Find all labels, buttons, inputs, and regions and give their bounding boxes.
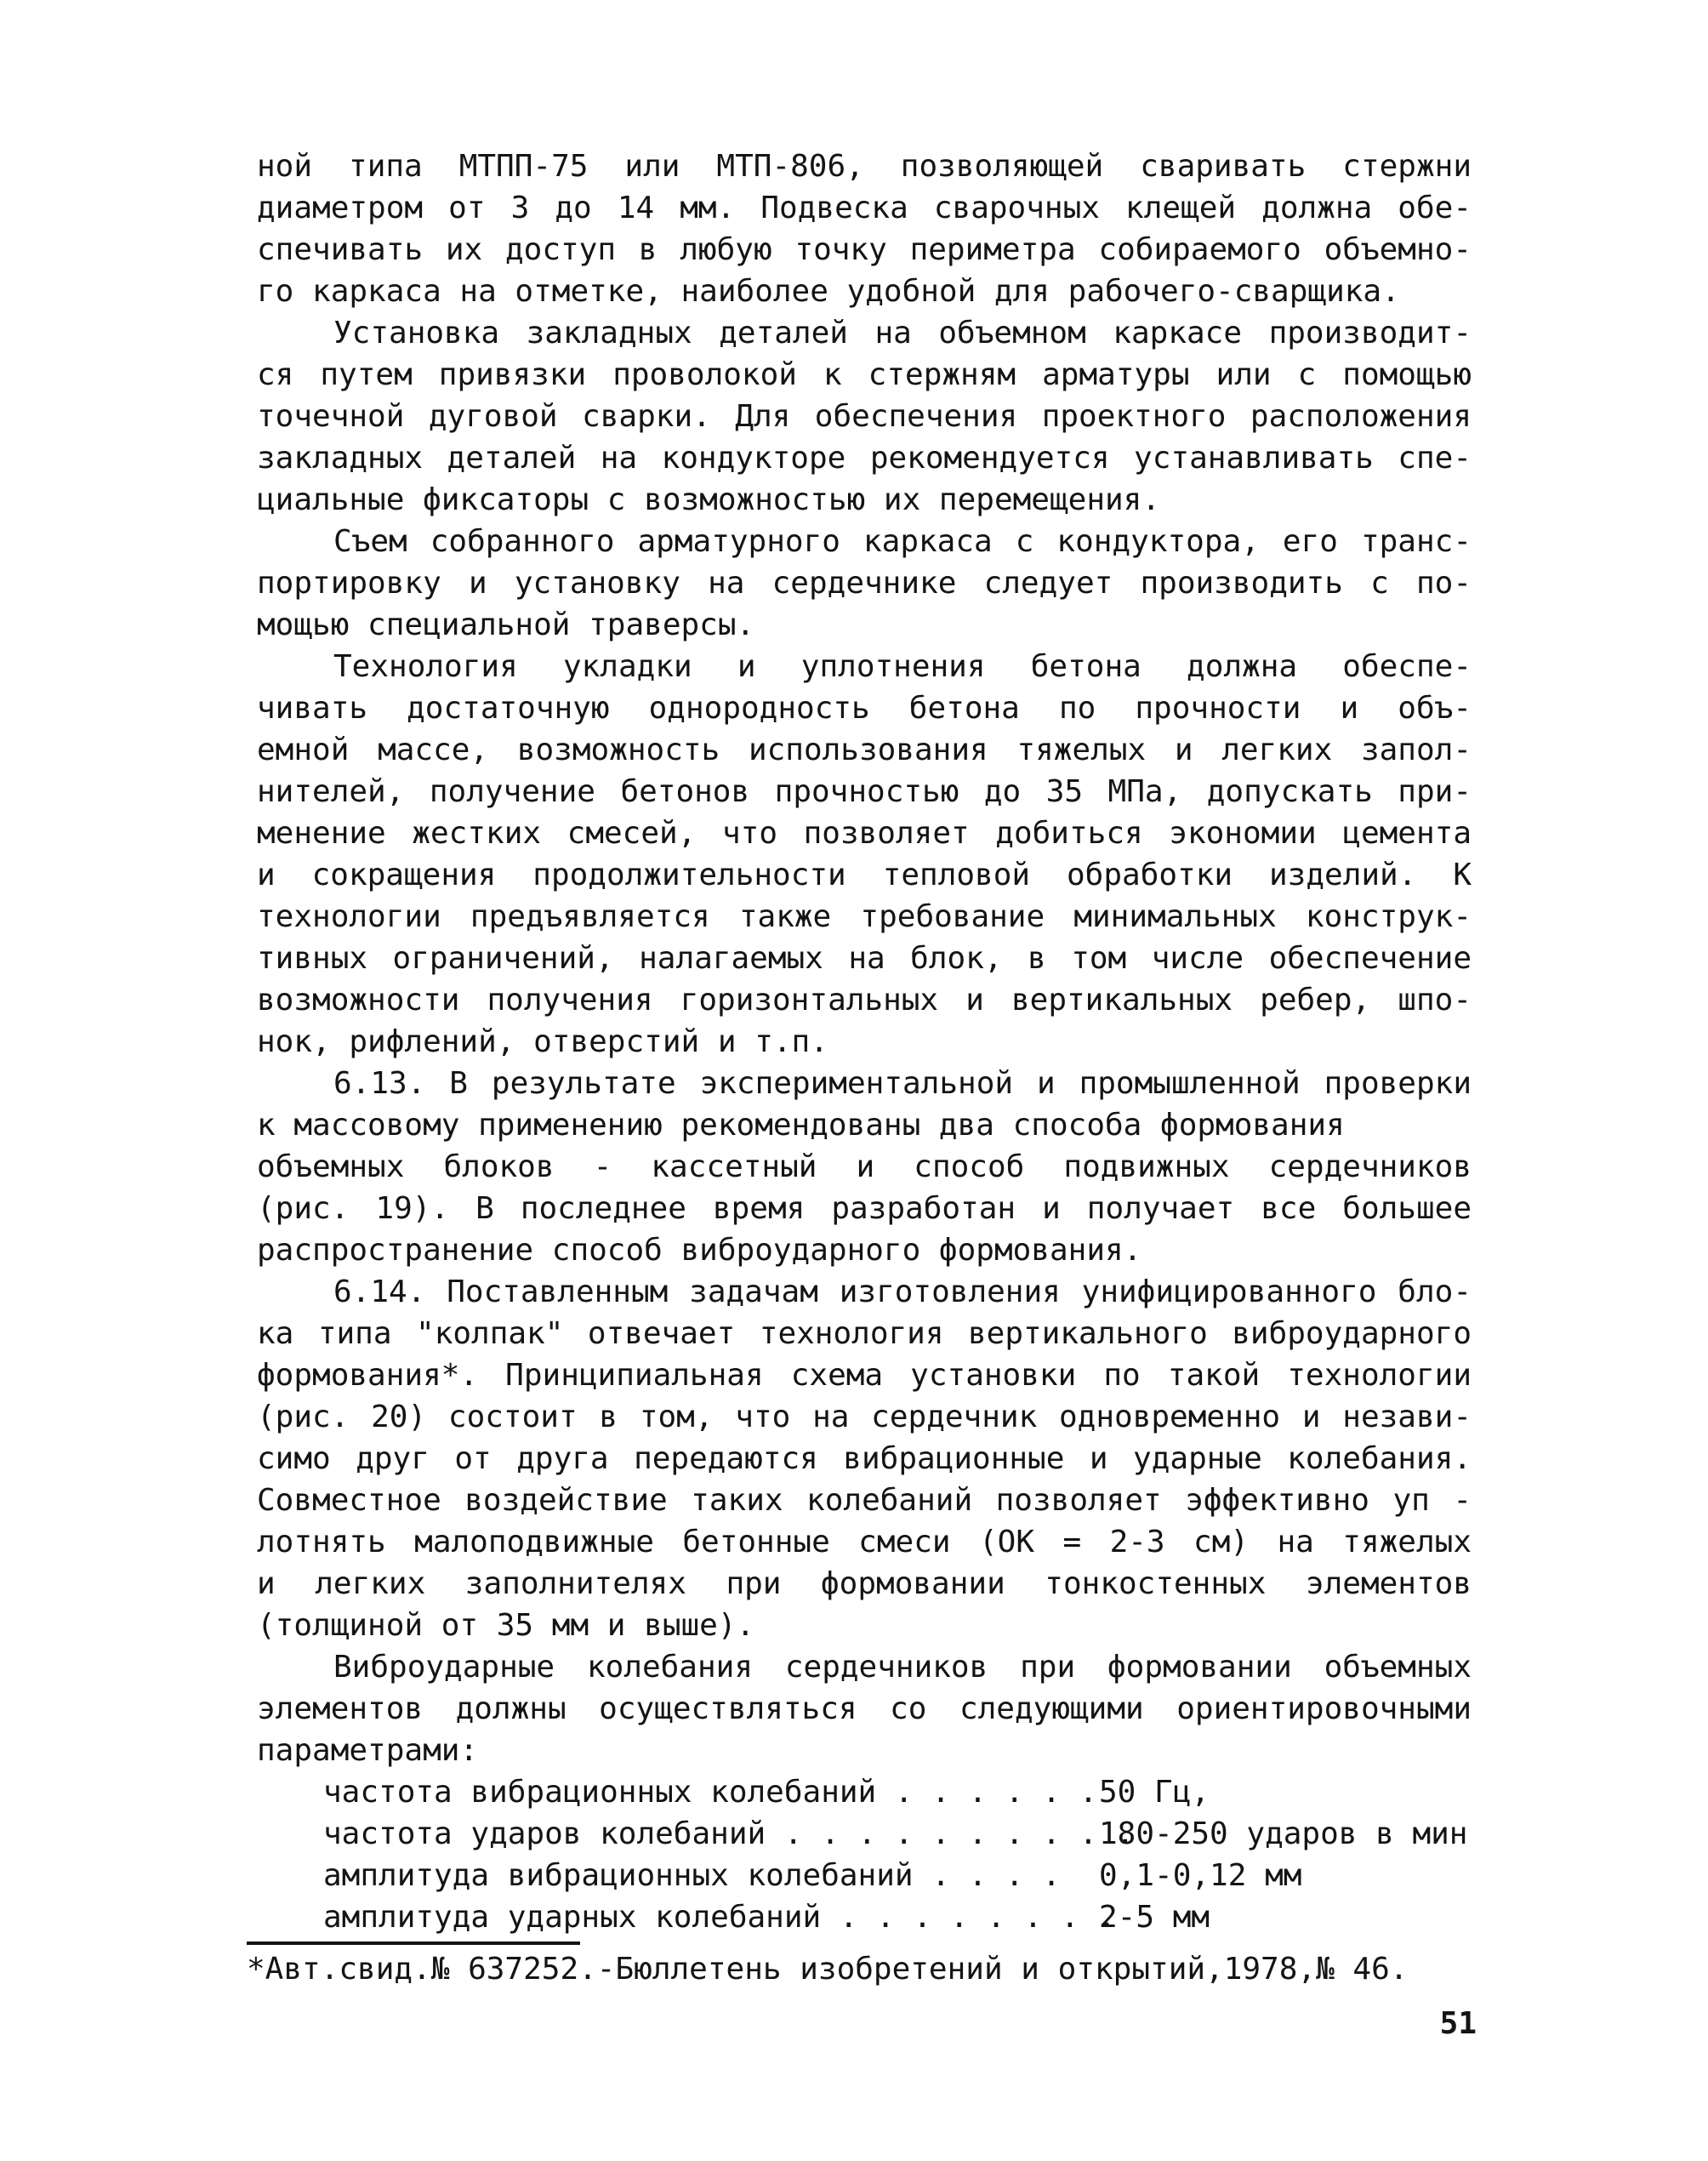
parameter-row — [323, 1897, 1472, 1938]
text-line: (толщиной от 35 мм и выше). — [257, 1608, 755, 1643]
text-line: Совместное воздействие таких колебаний позволяет эффективно уп - — [257, 1483, 1472, 1518]
text-line: го каркаса на отметке, наиболее удобной для рабочего-сварщика. — [257, 274, 1400, 309]
text-line: менение жестких смесей, что позволяет добиться экономии цемента — [257, 816, 1472, 851]
text-line: нок, рифлений, отверстий и т.п. — [257, 1024, 828, 1059]
text-line: и сокращения продолжительности тепловой обработки изделий. К — [257, 858, 1472, 892]
paragraph-first-line: 6.13. В результате экспериментальной и промышленной проверки — [333, 1066, 1472, 1101]
text-line: объемных блоков - кассетный и способ подвижных сердечников — [257, 1149, 1472, 1184]
text-line: чивать достаточную однородность бетона по прочности и объ- — [257, 691, 1472, 726]
text-line: закладных деталей на кондукторе рекомендуется устанавливать спе- — [257, 441, 1472, 476]
parameter-row — [323, 1772, 1472, 1813]
text-line: циальные фиксаторы с возможностью их перемещения. — [257, 482, 1161, 517]
text-line: нителей, получение бетонов прочностью до 35 МПа, допускать при- — [257, 774, 1472, 809]
parameter-label: частота вибрационных колебаний . . . . . . — [323, 1775, 1098, 1810]
text-line: (рис. 19). В последнее время разработан и получает все большее — [257, 1191, 1472, 1226]
text-line: ка типа "колпак" отвечает технология вертикального виброударного — [257, 1316, 1472, 1351]
text-line: распространение способ виброударного формования. — [257, 1233, 1142, 1268]
text-line: (рис. 20) состоит в том, что на сердечник одновременно и незави- — [257, 1400, 1472, 1434]
text-line: параметрами: — [257, 1733, 479, 1768]
text-line: ся путем привязки проволокой к стержням арматуры или с помощью — [257, 357, 1472, 392]
parameter-value: 2-5 мм — [1099, 1900, 1210, 1935]
paragraph-first-line: Технология укладки и уплотнения бетона должна обеспе- — [333, 649, 1472, 684]
text-line: портировку и установку на сердечнике следует производить с по- — [257, 566, 1472, 601]
paragraph-first-line: Установка закладных деталей на объемном каркасе производит- — [333, 316, 1472, 351]
paragraph-first-line: Съем собранного арматурного каркаса с кондуктора, его транс- — [333, 524, 1472, 559]
text-line: возможности получения горизонтальных и вертикальных ребер, шпо- — [257, 983, 1472, 1018]
footnote: *Авт.свид.№ 637252.-Бюллетень изобретений и открытий,1978,№ 46. — [247, 1952, 1409, 1987]
text-line: технологии предъявляется также требование минимальных конструк- — [257, 899, 1472, 934]
text-line: лотнять малоподвижные бетонные смеси (ОК = 2-3 см) на тяжелых — [257, 1525, 1472, 1559]
page-number: 51 — [1439, 2006, 1477, 2041]
parameter-row — [323, 1856, 1472, 1896]
text-line: тивных ограничений, налагаемых на блок, в том числе обеспечение — [257, 941, 1472, 976]
parameter-label: частота ударов колебаний . . . . . . . . . . — [323, 1816, 1135, 1851]
text-line: к массовому применению рекомендованы два способа формования — [257, 1108, 1345, 1143]
parameter-value: 0,1-0,12 мм — [1099, 1858, 1302, 1893]
parameter-row — [323, 1814, 1472, 1855]
parameter-value: 180-250 ударов в мин — [1099, 1816, 1468, 1851]
paragraph-first-line: Виброударные колебания сердечников при формовании объемных — [333, 1650, 1472, 1685]
text-line: диаметром от 3 до 14 мм. Подвеска сварочных клещей должна обе- — [257, 191, 1472, 225]
text-line: симо друг от друга передаются вибрационные и ударные колебания. — [257, 1441, 1472, 1476]
parameter-label: амплитуда вибрационных колебаний . . . . — [323, 1858, 1061, 1893]
text-line: формования*. Принципиальная схема установки по такой технологии — [257, 1358, 1472, 1393]
text-line: ной типа МТПП-75 или МТП-806, позволяющей сваривать стержни — [257, 149, 1472, 184]
text-line: спечивать их доступ в любую точку периметра собираемого объемно- — [257, 232, 1472, 267]
footnote-rule — [247, 1941, 580, 1945]
parameter-value: 50 Гц, — [1099, 1775, 1210, 1810]
text-line: и легких заполнителях при формовании тонкостенных элементов — [257, 1566, 1472, 1601]
paragraph-first-line: 6.14. Поставленным задачам изготовления унифицированного бло- — [333, 1274, 1472, 1309]
text-line: элементов должны осуществляться со следующими ориентировочными — [257, 1691, 1472, 1726]
text-line: мощью специальной траверсы. — [257, 607, 755, 642]
text-line: емной массе, возможность использования тяжелых и легких запол- — [257, 733, 1472, 767]
parameter-label: амплитуда ударных колебаний . . . . . . . . — [323, 1900, 1116, 1935]
text-line: точечной дуговой сварки. Для обеспечения проектного расположения — [257, 399, 1472, 434]
